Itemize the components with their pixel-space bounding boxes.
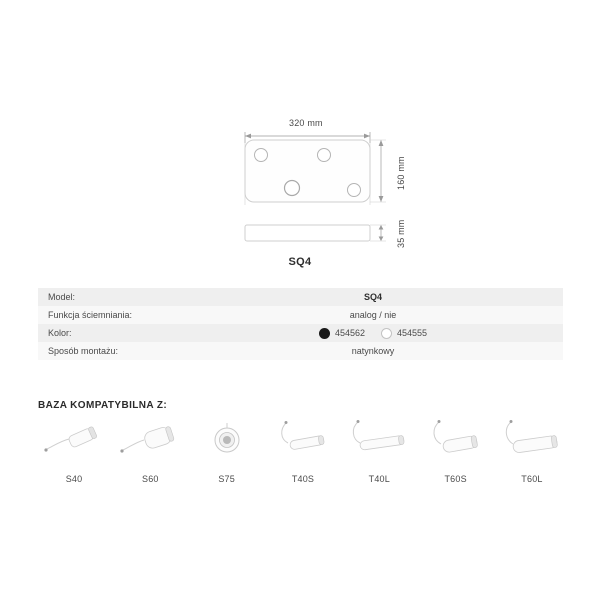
dimension-width-label: 320 mm (289, 118, 323, 128)
compatible-item-t40s[interactable] (267, 418, 339, 484)
compatible-label-s60: S60 (142, 474, 159, 484)
drawing-svg (0, 0, 600, 285)
dimension-thickness-label: 35 mm (396, 219, 406, 248)
compatible-label-t40l: T40L (368, 474, 390, 484)
spot-s60-icon (114, 418, 186, 464)
row-value-color (183, 324, 563, 342)
compatible-item-t40l[interactable] (343, 418, 415, 484)
compatible-label-t60l: T60L (521, 474, 543, 484)
color-swatch-white-icon (381, 328, 392, 339)
product-name: SQ4 (288, 256, 312, 268)
color-swatch-black-icon (319, 328, 330, 339)
spot-s40-icon (38, 418, 110, 464)
color-options (193, 328, 553, 339)
table-row (38, 342, 563, 360)
table-row (38, 306, 563, 324)
compatible-item-t60s[interactable] (420, 418, 492, 484)
tube-t40l-icon (343, 418, 415, 464)
dimension-height-label: 160 mm (396, 156, 406, 190)
row-label-mounting: Sposób montażu: (38, 342, 183, 360)
compatible-section-title: BAZA KOMPATYBILNA Z: (38, 400, 168, 411)
row-value-model: SQ4 (183, 288, 563, 306)
color-option-white[interactable] (381, 328, 427, 339)
tube-t60s-icon (420, 418, 492, 464)
compatible-items-row (38, 418, 568, 484)
compatible-label-s40: S40 (65, 474, 83, 484)
spot-s75-icon (191, 418, 263, 464)
table-row (38, 324, 563, 342)
tube-t40s-icon (267, 418, 339, 464)
color-code-white: 454555 (397, 328, 428, 338)
color-code-black: 454562 (334, 328, 365, 338)
compatible-label-t60s: T60S (444, 474, 467, 484)
compatible-item-s75[interactable] (191, 418, 263, 484)
tube-t60l-icon (496, 418, 568, 464)
compatible-item-t60l[interactable] (496, 418, 568, 484)
row-label-color: Kolor: (38, 324, 183, 342)
specification-table (38, 288, 563, 360)
color-option-black[interactable] (319, 328, 365, 339)
row-value-mounting: natynkowy (183, 342, 563, 360)
compatible-item-s60[interactable] (114, 418, 186, 484)
table-row (38, 288, 563, 306)
compatible-item-s40[interactable] (38, 418, 110, 484)
compatible-label-s75: S75 (218, 474, 235, 484)
row-label-dimming: Funkcja ściemniania: (38, 306, 183, 324)
technical-drawing (0, 0, 600, 285)
compatible-label-t40s: T40S (291, 474, 315, 484)
row-value-dimming: analog / nie (183, 306, 563, 324)
row-label-model: Model: (38, 288, 183, 306)
